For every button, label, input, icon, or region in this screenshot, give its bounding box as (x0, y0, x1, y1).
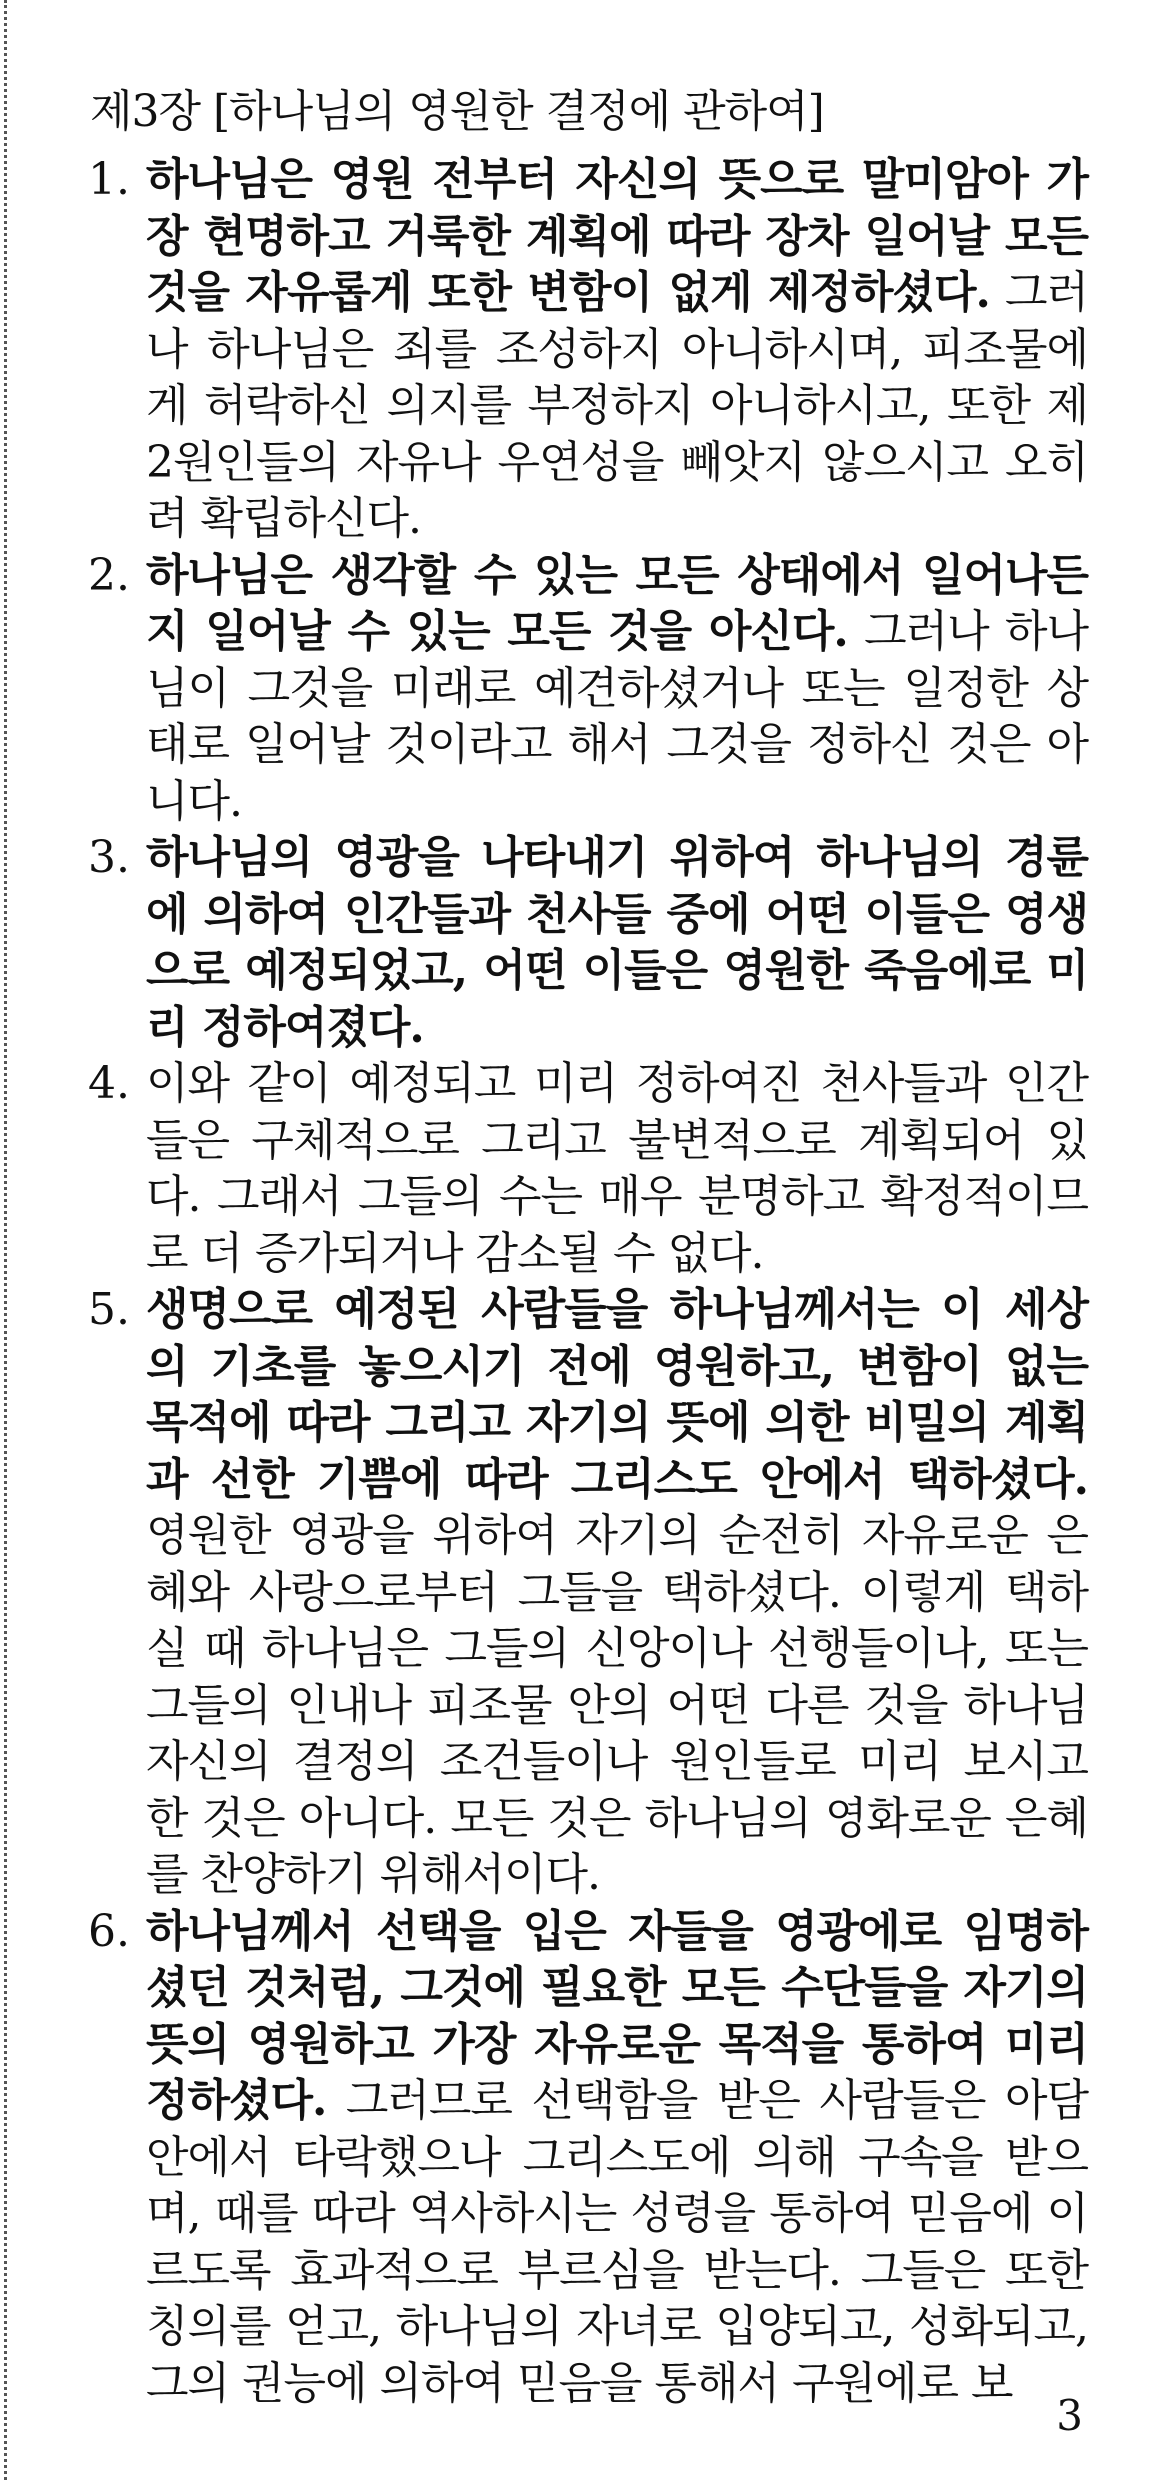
section-number: 4. (88, 1058, 130, 1109)
section-normal-text: 영원한 영광을 위하여 자기의 순전히 자유로운 은혜와 사랑으로부터 그들을 택하셨다. 이렇게 택하실 때 하나님은 그들의 신앙이나 선행들이나, 또는 그들의 인내나 피조물 안의 어떤 다른 것을 하나님 자신의 결정의 조건들이나 원인들로 미리 보시고 한 것은 아니다. 모든 것은 하나님의 영화로운 은혜를 찬양하기 위해서이다. (146, 1510, 1089, 1900)
document-page (88, 80, 1088, 2412)
section-number: 3. (88, 832, 130, 883)
section-normal-text: 이와 같이 예정되고 미리 정하여진 천사들과 인간들은 구체적으로 그리고 불변적으로 계획되어 있다. 그래서 그들의 수는 매우 분명하고 확정적이므로 더 증가되거나 감소될 수 없다. (146, 1058, 1088, 1279)
section-number: 6. (88, 1905, 130, 1957)
section-normal-text: 그러나 하나님이 그것을 미래로 예견하셨거나 또는 일정한 상태로 일어날 것이라고 해서 그것을 정하신 것은 아니다. (146, 606, 1088, 827)
section-bold-text: 하나님의 영광을 나타내기 위하여 하나님의 경륜에 의하여 인간들과 천사들 중에 어떤 이들은 영생으로 예정되었고, 어떤 이들은 영원한 죽음에로 미리 정하여졌다. (146, 832, 1088, 1053)
section-number: 5. (88, 1284, 130, 1335)
section-text (146, 1282, 1088, 1904)
section-bold-text: 하나님께서 선택을 입은 자들을 영광에로 임명하셨던 것처럼, 그것에 필요한 모든 수단들을 자기의 뜻의 영원하고 가장 자유로운 목적을 통하여 미리 정하셨다. (146, 1905, 1088, 2126)
section-text (146, 830, 1088, 1056)
section-normal-text: 그러나 하나님은 죄를 조성하지 아니하시며, 피조물에게 허락하신 의지를 부정하지 아니하시고, 또한 제2원인들의 자유나 우연성을 빼앗지 않으시고 오히려 확립하신다. (146, 267, 1088, 544)
section-number: 2. (88, 549, 130, 601)
dotted-left-border (4, 0, 7, 2480)
section-1 (88, 152, 1088, 548)
section-text (146, 1056, 1088, 1282)
section-normal-text: 그러므로 선택함을 받은 사람들은 아담 안에서 타락했으나 그리스도에 의해 구속을 받으며, 때를 따라 역사하시는 성령을 통하여 믿음에 이르도록 효과적으로 부르심을 받는다. 그들은 또한 칭의를 얻고, 하나님의 자녀로 입양되고, 성화되고, 그의 권능에 의하여 믿음을 통해서 구원에로 보 (146, 2075, 1089, 2409)
section-bold-text: 하나님은 생각할 수 있는 모든 상태에서 일어나든지 일어날 수 있는 모든 것을 아신다. (146, 549, 1088, 657)
section-bold-text: 생명으로 예정된 사람들을 하나님께서는 이 세상의 기초를 놓으시기 전에 영원하고, 변함이 없는 목적에 따라 그리고 자기의 뜻에 의한 비밀의 계획과 선한 기쁨에 따라 그리스도 안에서 택하셨다. (146, 1284, 1088, 1505)
page-number: 3 (1056, 2391, 1083, 2440)
section-bold-text: 하나님은 영원 전부터 자신의 뜻으로 말미암아 가장 현명하고 거룩한 계획에 따라 장차 일어날 모든 것을 자유롭게 또한 변함이 없게 제정하셨다. (146, 154, 1088, 318)
section-text (146, 548, 1088, 831)
section-6 (88, 1904, 1088, 2413)
section-4 (88, 1056, 1088, 1282)
section-2 (88, 548, 1088, 831)
section-5 (88, 1282, 1088, 1904)
section-text (146, 1904, 1088, 2413)
chapter-title: 제3장 [하나님의 영원한 결정에 관하여] (90, 86, 824, 137)
section-number: 1. (88, 154, 130, 205)
section-text (146, 152, 1088, 548)
section-3 (88, 830, 1088, 1056)
